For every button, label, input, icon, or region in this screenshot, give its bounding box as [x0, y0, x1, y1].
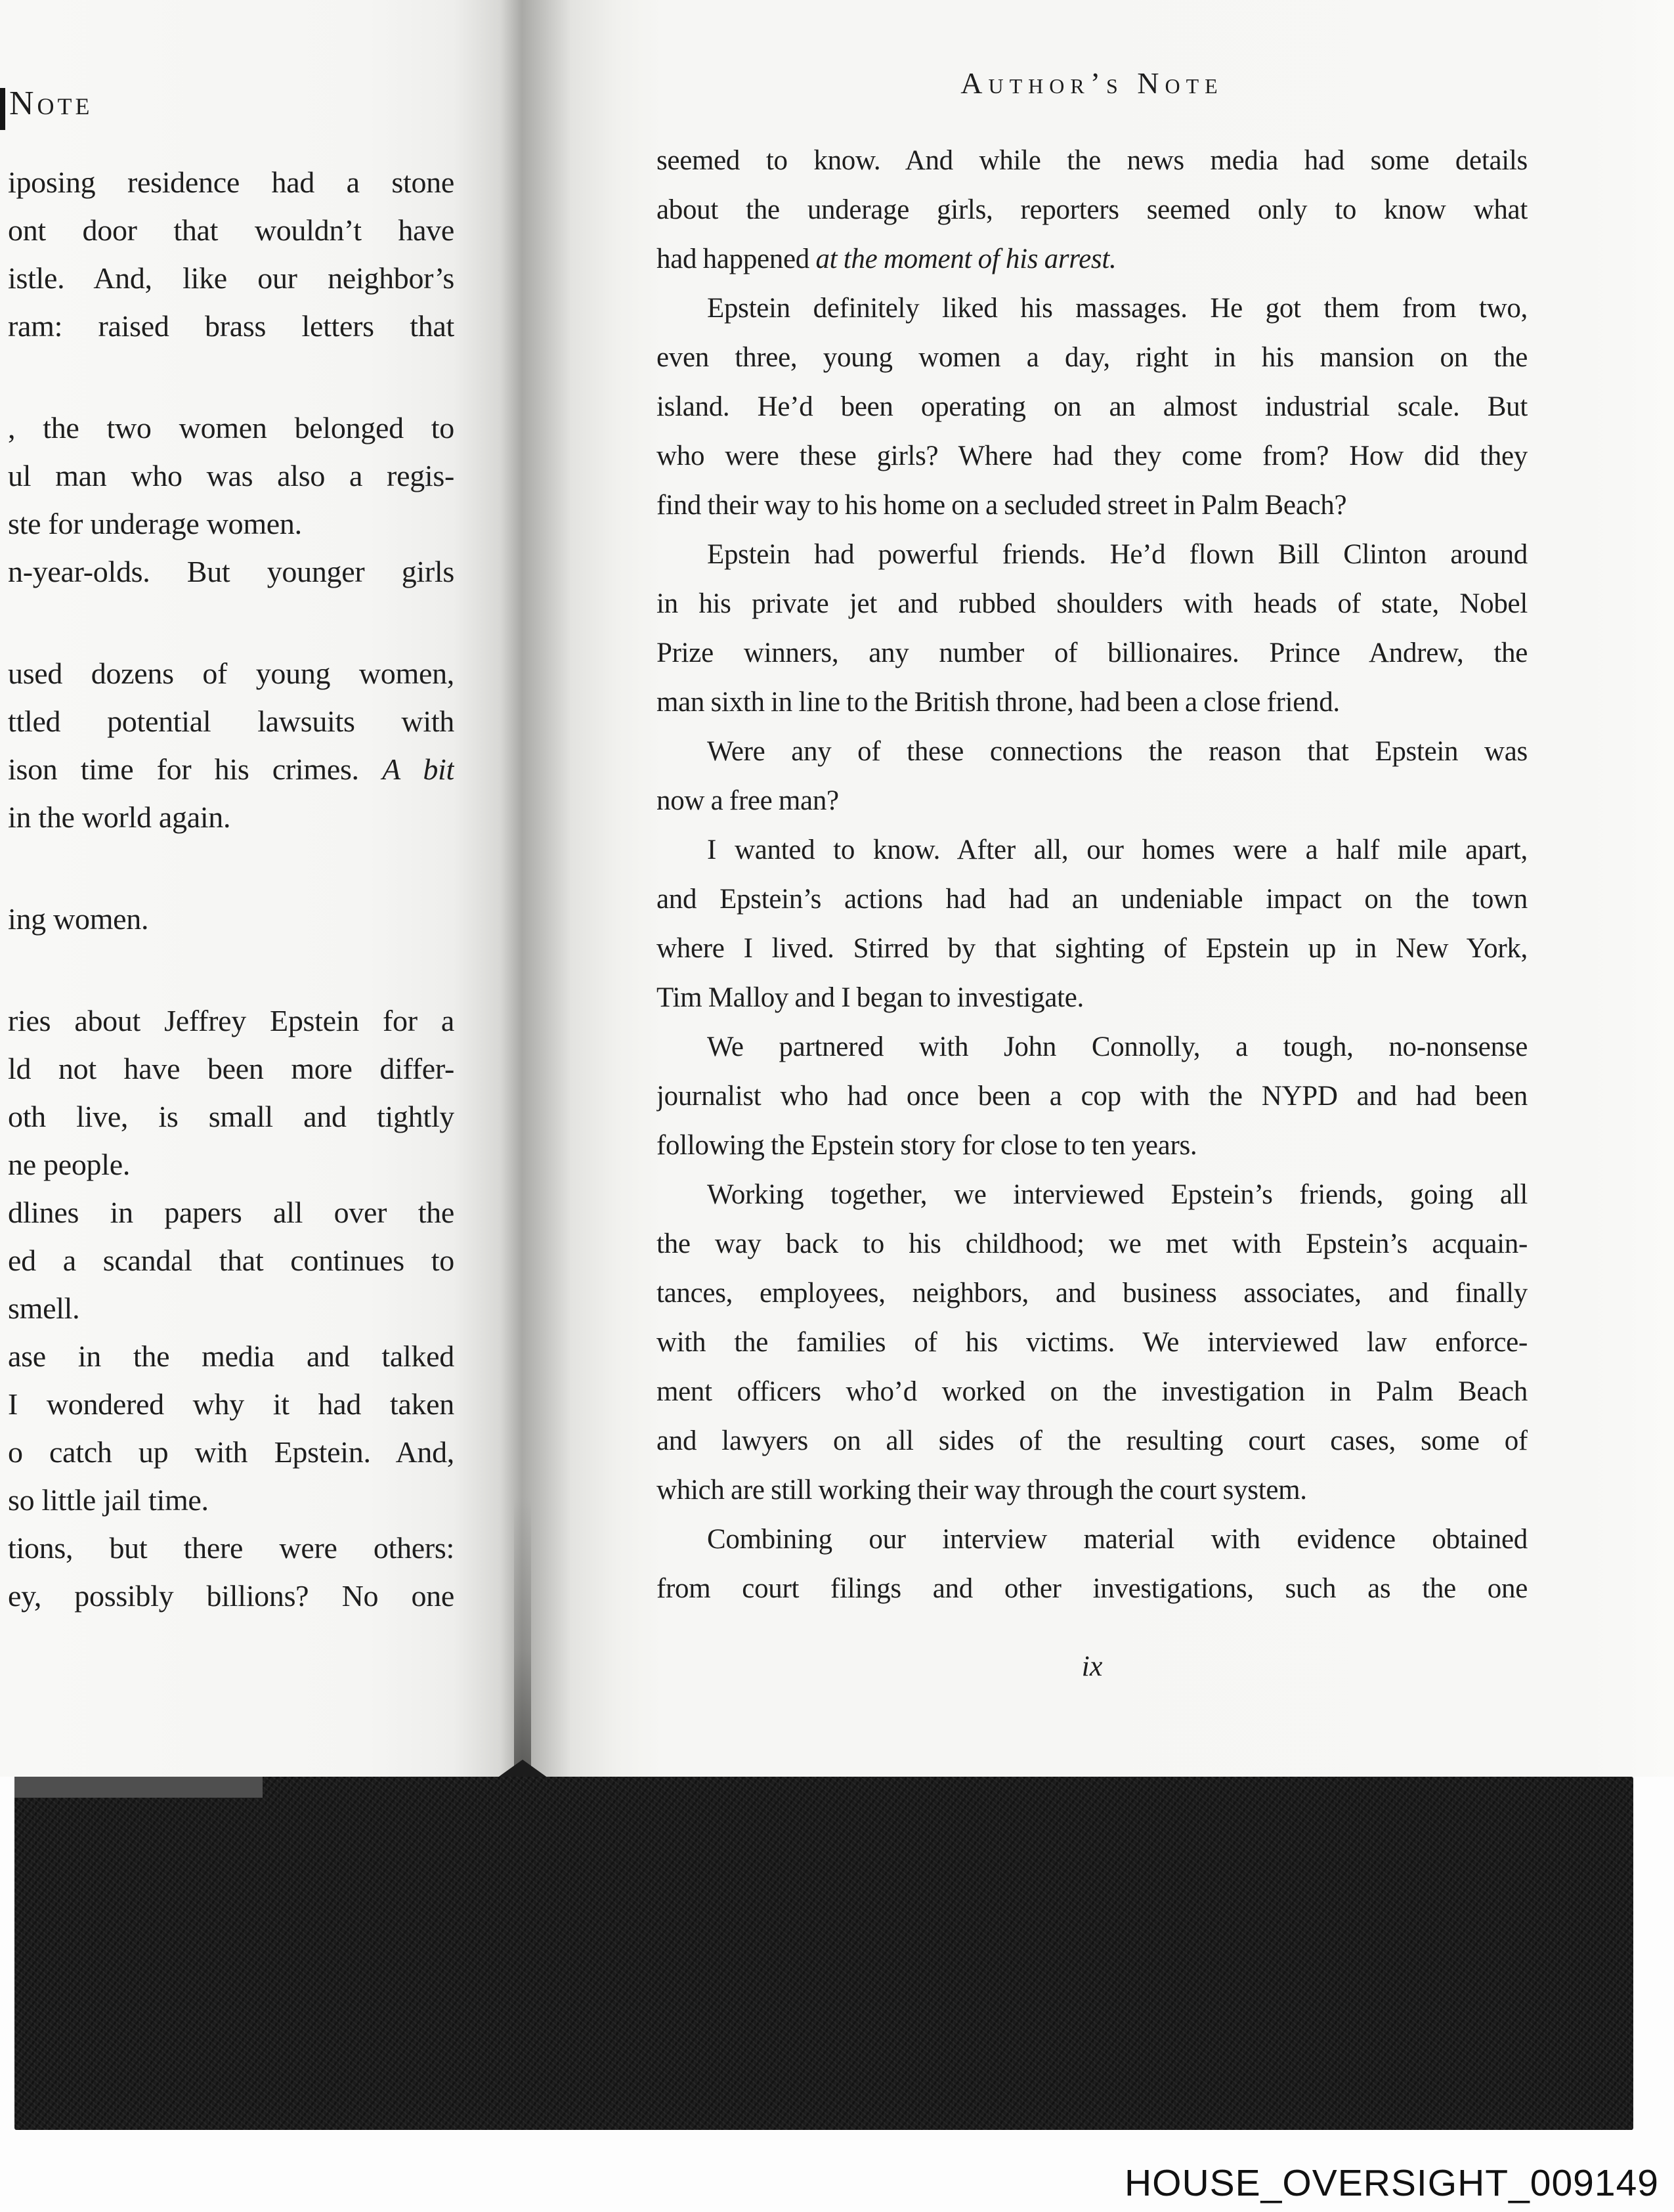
text-line: Tim Malloy and I began to investigate. [656, 982, 1084, 1013]
text-line: Epstein definitely liked his massages. He got them from two, [707, 293, 1528, 324]
text-line: Epstein had powerful friends. He’d flown Bill Clinton around [707, 539, 1528, 570]
text-line: and Epstein’s actions had had an undeniable impact on the town [656, 884, 1528, 915]
left-page-paragraph [8, 1188, 454, 1332]
text-line: with the families of his victims. We interviewed law enforce- [656, 1327, 1528, 1358]
text-line: about the underage girls, reporters seemed only to know what [656, 194, 1528, 225]
left-page-text-column [8, 158, 454, 1620]
text-line: ste for underage women. [8, 507, 302, 540]
text-line: n-year-olds. But younger girls [8, 555, 454, 588]
text-line: ey, possibly billions? No one [8, 1579, 454, 1613]
text-line: journalist who had once been a cop with the NYPD and had been [656, 1081, 1528, 1112]
text-line: in his private jet and rubbed shoulders with heads of state, Nobel [656, 588, 1528, 619]
text-line: ed a scandal that continues to [8, 1244, 454, 1277]
text-line: ries about Jeffrey Epstein for a [8, 1004, 454, 1037]
left-page-paragraph [8, 895, 454, 943]
bates-number: HOUSE_OVERSIGHT_009149 [1124, 2162, 1659, 2204]
text-line: ne people. [8, 1148, 131, 1181]
text-line: so little jail time. [8, 1483, 209, 1517]
right-page-running-header: Author’s Note [960, 66, 1224, 100]
page-number: ix [1081, 1650, 1103, 1682]
text-line: the way back to his childhood; we met with Epstein’s acquain- [656, 1228, 1528, 1259]
text-line: Working together, we interviewed Epstein’s friends, going all [707, 1179, 1528, 1210]
left-page-paragraph [8, 649, 454, 841]
text-line: and lawyers on all sides of the resulting court cases, some of [656, 1425, 1528, 1456]
book-gutter-shadow [514, 1497, 531, 1777]
text-line: dlines in papers all over the [8, 1196, 454, 1229]
text-line: I wanted to know. After all, our homes were a half mile apart, [707, 835, 1528, 865]
right-page-text-column [656, 136, 1528, 1613]
scan-edge-artifact [0, 88, 5, 130]
left-page-paragraph [8, 404, 454, 596]
text-line: which are still working their way through the court system. [656, 1475, 1307, 1506]
text-line: find their way to his home on a secluded street in Palm Beach? [656, 490, 1347, 521]
text-line: ing women. [8, 902, 149, 936]
text-line: We partnered with John Connolly, a tough, no-nonsense [707, 1031, 1528, 1062]
redaction-gray-strip [14, 1777, 263, 1798]
left-page-paragraph [8, 997, 454, 1188]
text-line: smell. [8, 1291, 80, 1325]
text-line: ont door that wouldn’t have [8, 213, 454, 247]
text-line: ul man who was also a regis- [8, 459, 454, 492]
text-line: even three, young women a day, right in his mansion on the [656, 342, 1528, 373]
text-line: o catch up with Epstein. And, [8, 1435, 454, 1469]
redaction-gutter-peak [497, 1760, 548, 1778]
text-line: who were these girls? Where had they come from? How did they [656, 441, 1528, 471]
text-line: tions, but there were others: [8, 1531, 454, 1565]
left-page-paragraph [8, 158, 454, 350]
text-line: where I lived. Stirred by that sighting of Epstein up in New York, [656, 933, 1528, 964]
text-line: Were any of these connections the reason that Epstein was [707, 736, 1528, 767]
text-line: from court filings and other investigations, such as the one [656, 1573, 1528, 1604]
text-line: iposing residence had a stone [8, 165, 454, 199]
text-line: following the Epstein story for close to ten years. [656, 1130, 1197, 1161]
text-line: oth live, is small and tightly [8, 1100, 454, 1133]
text-line: ment officers who’d worked on the investigation in Palm Beach [656, 1376, 1528, 1407]
text-line: now a free man? [656, 785, 839, 816]
text-line: ram: raised brass letters that [8, 309, 454, 343]
text-line: used dozens of young women, [8, 657, 454, 690]
text-line: in the world again. [8, 800, 231, 834]
text-line: istle. And, like our neighbor’s [8, 261, 454, 295]
left-page-running-header: Note [9, 85, 93, 122]
left-page-paragraph [8, 1524, 454, 1620]
text-line: ld not have been more differ- [8, 1052, 454, 1085]
text-line: tances, employees, neighbors, and business associates, and finally [656, 1278, 1528, 1309]
text-line: ison time for his crimes. A bit [8, 752, 454, 786]
text-line: seemed to know. And while the news media had some details [656, 145, 1528, 176]
text-line: ase in the media and talked [8, 1339, 454, 1373]
text-line: man sixth in line to the British throne, had been a close friend. [656, 687, 1340, 718]
text-line: I wondered why it had taken [8, 1387, 454, 1421]
text-line: Prize winners, any number of billionaires. Prince Andrew, the [656, 638, 1528, 668]
text-line: , the two women belonged to [8, 411, 454, 445]
text-line: had happened at the moment of his arrest. [656, 244, 1117, 274]
left-page-paragraph [8, 1332, 454, 1524]
text-line: island. He’d been operating on an almost industrial scale. But [656, 391, 1528, 422]
redaction-bar [14, 1777, 1633, 2130]
text-line: Combining our interview material with evidence obtained [707, 1524, 1528, 1555]
text-line: ttled potential lawsuits with [8, 705, 454, 738]
